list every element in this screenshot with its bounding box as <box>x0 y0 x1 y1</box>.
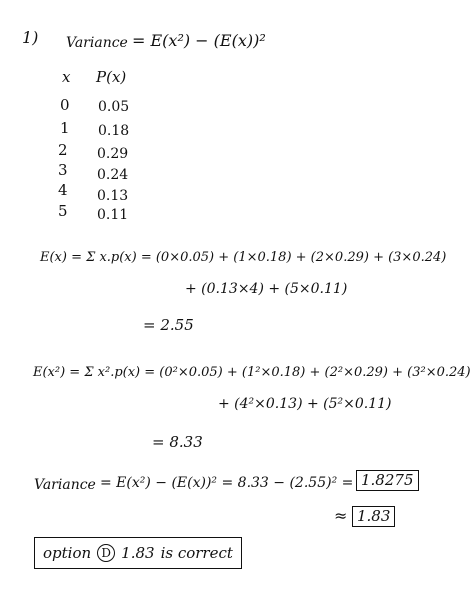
table-header-p: P(x) <box>96 68 127 86</box>
answer-suffix: is correct <box>160 543 233 562</box>
expected-value-line-1: E(x) = Σ x.p(x) = (0×0.05) + (1×0.18) + (2×0.29) + (3×0.24) <box>40 250 447 265</box>
variance-exact-box: 1.8275 <box>356 470 419 491</box>
second-moment-line-1: E(x²) = Σ x².p(x) = (0²×0.05) + (1²×0.18) + (2²×0.29) + (3²×0.24) <box>33 365 471 380</box>
second-moment-result: = 8.33 <box>152 433 203 451</box>
table-cell-x: 0 <box>60 96 70 114</box>
table-cell-x: 4 <box>58 181 68 199</box>
variance-calc-expression: = E(x²) − (E(x))² = 8.33 − (2.55)² = <box>100 475 354 491</box>
table-cell-x: 2 <box>58 141 68 159</box>
variance-rounded-box: 1.83 <box>352 506 395 527</box>
answer-prefix: option <box>43 543 92 562</box>
expected-value-line-2: + (0.13×4) + (5×0.11) <box>185 281 348 297</box>
second-moment-line-2: + (4²×0.13) + (5²×0.11) <box>218 396 392 412</box>
variance-calc-label: Variance <box>34 477 96 493</box>
table-cell-x: 5 <box>58 202 68 220</box>
table-cell-p: 0.13 <box>97 188 129 204</box>
final-answer-box <box>34 537 242 569</box>
answer-value: 1.83 <box>121 543 155 562</box>
variance-label: Variance <box>66 35 128 51</box>
problem-number: 1) <box>22 28 39 47</box>
table-cell-p: 0.24 <box>97 167 129 183</box>
expected-value-result: = 2.55 <box>143 316 194 334</box>
table-cell-x: 3 <box>58 161 68 179</box>
table-cell-p: 0.18 <box>98 123 130 139</box>
variance-formula: = E(x²) − (E(x))² <box>132 31 266 50</box>
table-cell-x: 1 <box>60 119 70 137</box>
table-cell-p: 0.05 <box>98 99 130 115</box>
table-cell-p: 0.11 <box>97 207 129 223</box>
table-cell-p: 0.29 <box>97 146 129 162</box>
approx-sign: ≈ <box>334 506 348 525</box>
answer-option-circle: D <box>97 544 115 562</box>
table-header-x: x <box>62 68 71 86</box>
